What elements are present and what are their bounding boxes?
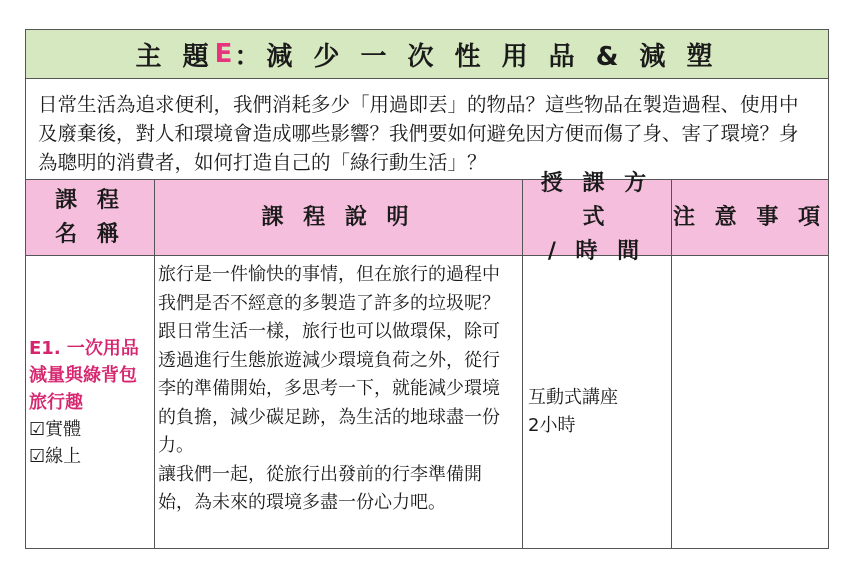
course-method: 互動式講座 — [528, 387, 618, 408]
topic-title-text: ：減 少 一 次 性 用 品 & 減 塑 — [234, 41, 719, 72]
header-course-name-line2: 名 稱 — [55, 221, 125, 247]
course-duration: 2小時 — [528, 415, 576, 436]
header-method-line1: 授 課 方 式 — [540, 170, 653, 230]
course-table — [25, 29, 829, 549]
header-method — [522, 170, 671, 264]
topic-title — [26, 30, 828, 79]
course-name-cell — [29, 256, 153, 549]
course-notes-cell — [672, 256, 828, 549]
course-description-cell — [158, 256, 516, 549]
format-option-in-person: ☑實體 — [29, 419, 82, 440]
description-paragraph: 旅行是一件愉快的事情，但在旅行的過程中我們是否不經意的多製造了許多的垃圾呢？跟日常生活一樣，旅行也可以做環保，除可透過進行生態旅遊減少環境負荷之外，從行李的準備開始，多思考一下，就能減少環境的負擔，減少碳足跡，為生活的地球盡一份力。 — [158, 264, 500, 456]
header-notes: 注 意 事 項 — [673, 204, 826, 230]
table-row — [26, 256, 828, 549]
header-course-name-line1: 課 程 — [55, 187, 125, 213]
course-title: E1. 一次用品減量與綠背包旅行趣 — [29, 338, 139, 413]
course-method-cell — [528, 256, 668, 549]
description-paragraph: 讓我們一起，從旅行出發前的行李準備開始，為未來的環境多盡一份心力吧。 — [158, 463, 482, 513]
header-method-line2: / 時 間 — [547, 238, 646, 264]
header-description: 課 程 說 明 — [261, 204, 415, 230]
topic-intro: 日常生活為追求便利，我們消耗多少「用過即丟」的物品？這些物品在製造過程、使用中及廢棄後，對人和環境會造成哪些影響？我們要如何避免因方便而傷了身、害了環境？身為聰明的消費者，如何打造自己的「綠行動生活」？ — [26, 79, 828, 180]
header-course-name — [26, 180, 154, 255]
topic-letter: E — [214, 39, 235, 69]
topic-title-prefix: 主 題 — [135, 41, 215, 72]
table-header-row — [26, 170, 828, 264]
format-option-online: ☑線上 — [29, 446, 82, 467]
